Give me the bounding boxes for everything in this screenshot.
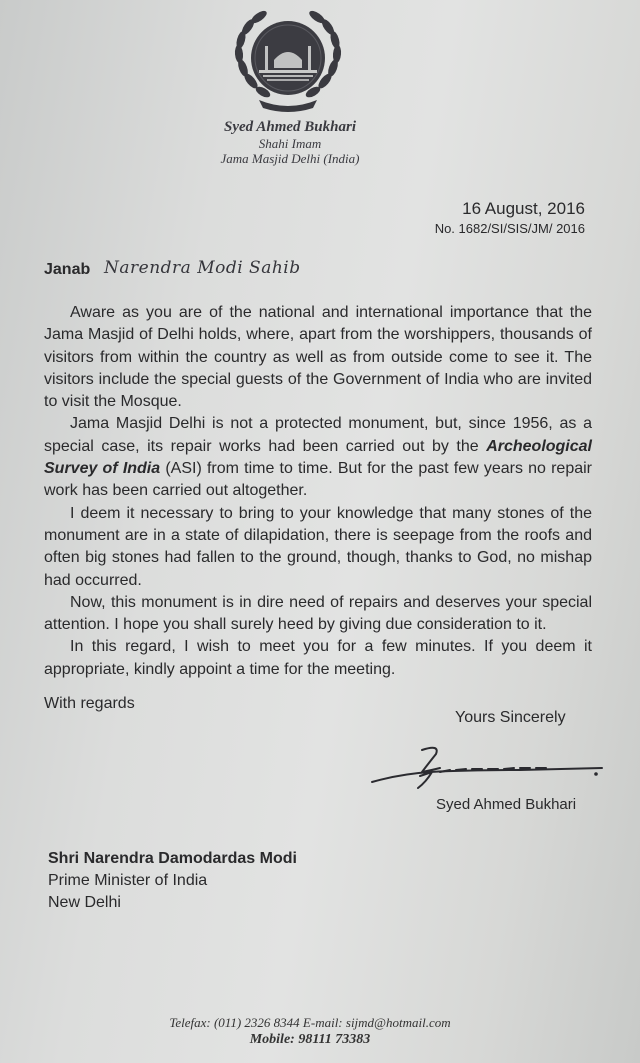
letterhead-name: Syed Ahmed Bukhari	[224, 119, 356, 135]
body-paragraph: I deem it necessary to bring to your knowledge that many stones of the monument are in a state of dilapidation, there is seepage from the roofs and often big stones had fallen to the ground, though, thanks to God, no mishap had occurred.	[44, 504, 592, 589]
handwritten-signature	[370, 742, 610, 798]
salutation-prefix: Janab	[44, 261, 91, 278]
body-paragraph	[44, 413, 592, 502]
seal-emblem	[229, 8, 347, 116]
footer-contact	[0, 1014, 620, 1048]
letterhead-title: Shahi Imam	[258, 136, 322, 151]
footer-telefax-email: Telefax: (011) 2326 8344 E-mail: sijmd@hotmail.com	[169, 1015, 451, 1030]
letterhead-place: Jama Masjid Delhi (India)	[220, 151, 360, 166]
recipient-title: Prime Minister of India	[48, 872, 208, 889]
body-paragraph: Now, this monument is in dire need of repairs and deserves your special attention. I hope you shall surely heed by giving due consideration to it.	[44, 593, 592, 634]
yours-sincerely: Yours Sincerely	[455, 709, 566, 726]
paragraph-text: Jama Masjid Delhi is not a protected monument, but, since 1956, as a special case, its repair works had been carried out by the	[44, 415, 592, 455]
with-regards: With regards	[44, 695, 135, 712]
letter-date: 16 August, 2016	[462, 199, 585, 218]
recipient-block	[48, 848, 297, 914]
salutation-handwritten: Narendra Modi Sahib	[104, 258, 301, 278]
footer-mobile: Mobile: 98111 73383	[249, 1032, 371, 1047]
signatory-name: Syed Ahmed Bukhari	[436, 796, 577, 813]
letter-body	[44, 302, 592, 681]
paragraph-text: (ASI) from time to time. But for the past few years no repair work has been carried out altogether.	[44, 460, 592, 500]
body-paragraph: In this regard, I wish to meet you for a few minutes. If you deem it appropriate, kindly appoint a time for the meeting.	[44, 638, 592, 678]
recipient-name: Shri Narendra Damodardas Modi	[48, 850, 297, 867]
reference-number: No. 1682/SI/SIS/JM/ 2016	[434, 221, 585, 236]
asi-emphasis: Archeological Survey of India	[44, 437, 592, 478]
body-paragraph: Aware as you are of the national and international importance that the Jama Masjid of Delhi holds, where, apart from the worshippers, thousands of visitors from within the country as well as from outside come to see it. The visitors include the special guests of the Government of India who are invited to visit the Mosque.	[44, 304, 592, 411]
recipient-city: New Delhi	[48, 894, 121, 911]
letterhead	[200, 118, 380, 166]
